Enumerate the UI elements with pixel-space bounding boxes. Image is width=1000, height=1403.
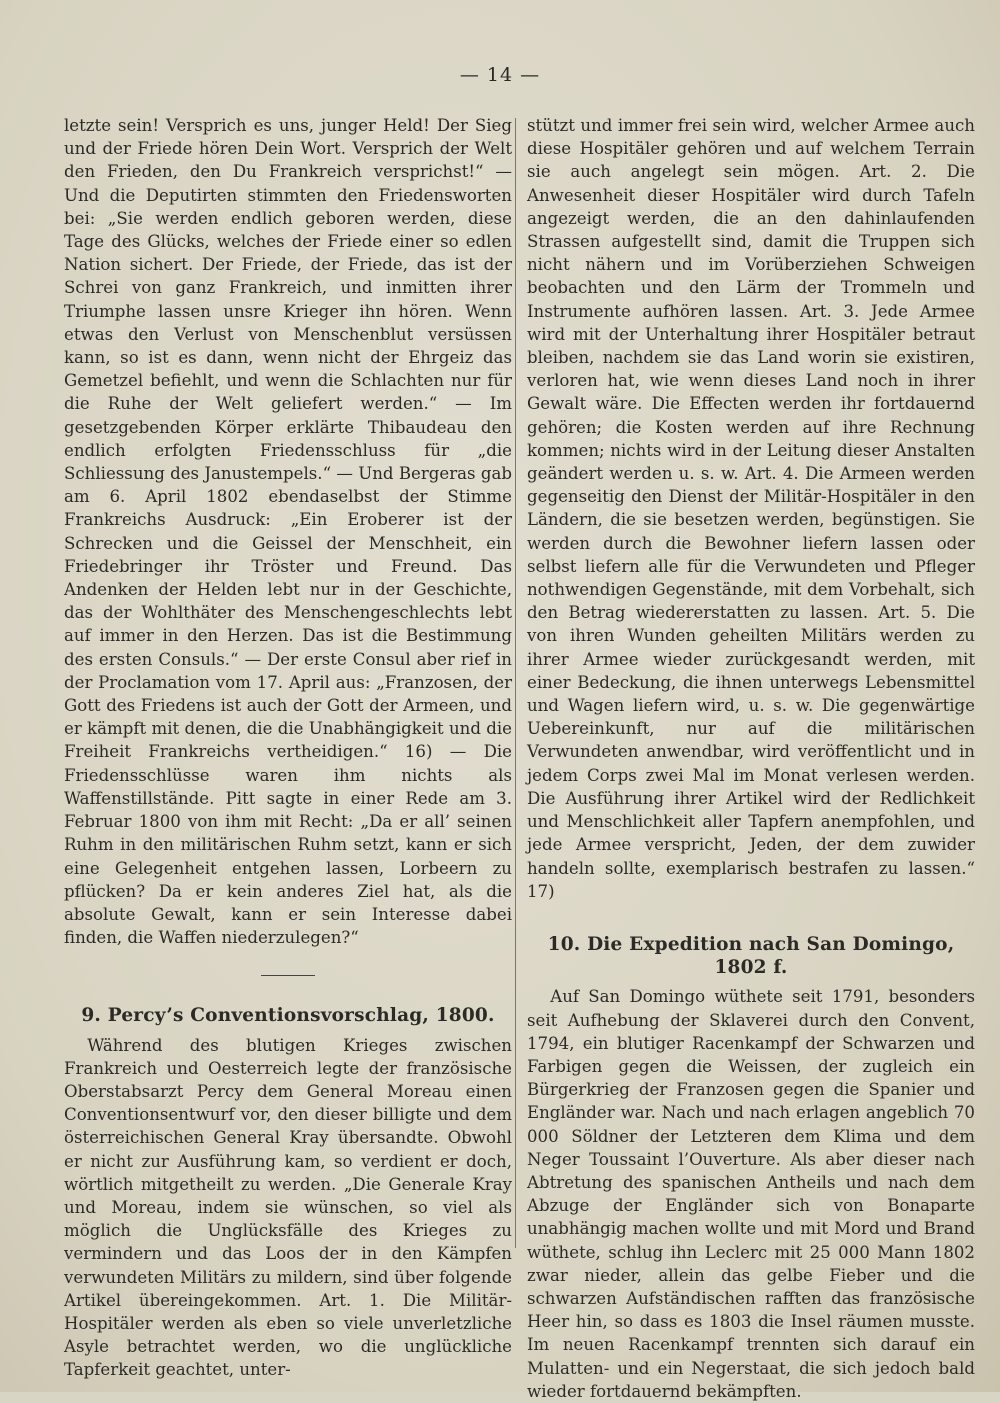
left-paragraph-1: letzte sein! Versprich es uns, junger Held! Der Sieg und der Friede hören Dein Wort. Versprich der Welt den Frieden, den Du Frankreich versprichst!“ — Und die Deputirten stimmten den Friedensworten bei: „Sie werden endlich geboren werden, diese Tage des Glücks, welches der Friede einer so edlen Nation sichert. Der Friede, der Friede, das ist der Schrei von ganz Frankreich, und inmitten ihrer Triumphe lassen unsre Krieger ihn hören. Wenn etwas den Verlust von Menschenblut versüssen kann, so ist es dann, wenn nicht der Ehrgeiz das Gemetzel befiehlt, und wenn die Schlachten nur für die Ruhe der Welt geliefert werden.“ — Im gesetzgebenden Körper erklärte Thibaudeau den endlich erfolgten Friedensschluss für „die Schliessung des Janustempels.“ — Und Bergeras gab am 6. April 1802 ebendaselbst der Stimme Frankreichs Ausdruck: „Ein Eroberer ist der Schrecken und die Geissel der Menschheit, ein Friedebringer ihr Tröster und Freund. Das Andenken der Helden lebt nur in der Geschichte, das der Wohlthäter des Menschengeschlechts lebt auf immer in den Herzen. Das ist die Bestimmung des ersten Consuls.“ — Der erste Consul aber rief in der Proclamation vom 17. April aus: „Franzosen, der Gott des Friedens ist auch der Gott der Armeen, und er kämpft mit denen, die die Unabhängigkeit und die Freiheit Frankreichs vertheidigen.“ 16) — Die Friedensschlüsse waren ihm nichts als Waffenstillstände. Pitt sagte in einer Rede am 3. Februar 1800 von ihm mit Recht: „Da er all’ seinen Ruhm in den militärischen Ruhm setzt, kann er sich eine Gelegenheit entgehen lassen, Lorbeern zu pflücken? Da er kein anderes Ziel hat, als die absolute Gewalt, kann er sein Interesse dabei finden, die Waffen niederzulegen?“ <box>64 116 512 948</box>
left-paragraph-2: Während des blutigen Krieges zwischen Frankreich und Oesterreich legte der französische Oberstabsarzt Percy dem General Moreau einen Conventionsentwurf vor, den dieser billigte und dem österreichischen General Kray übersandte. Obwohl er nicht zur Ausführung kam, so verdient er doch, wörtlich mitgetheilt zu werden. „Die Generale Kray und Moreau, indem sie wünschen, so viel als möglich die Unglücksfälle des Krieges zu vermindern und das Loos der in den Kämpfen verwundeten Militärs zu mildern, sind über folgende Artikel übereingekommen. Art. 1. Die Militär-Hospitäler werden als eben so viele unverletzliche Asyle betrachtet werden, wo die unglückliche Tapferkeit geachtet, unter- <box>64 1035 512 1380</box>
right-paragraph-1: stützt und immer frei sein wird, welcher Armee auch diese Hospitäler gehören und auf welchem Terrain sie auch angelegt sein mögen. Art. 2. Die Anwesenheit dieser Hospitäler wird durch Tafeln angezeigt werden, die an den dahinlaufenden Strassen aufgestellt sind, damit die Truppen sich nicht nähern und im Vorüberziehen Schweigen beobachten und den Lärm der Trommeln und Instrumente aufhören lassen. Art. 3. Jede Armee wird mit der Unterhaltung ihrer Hospitäler betraut bleiben, nachdem sie das Land worin sie existiren, verloren hat, wie wenn dieses Land noch in ihrer Gewalt wäre. Die Effecten werden ihr fortdauernd gehören; die Kosten werden auf ihre Rechnung kommen; nichts wird in der Leitung dieser Anstalten geändert werden u. s. w. Art. 4. Die Armeen werden gegenseitig den Dienst der Militär-Hospitäler in den Ländern, die sie besetzen werden, begünstigen. Sie werden durch die Bewohner liefern lassen oder selbst liefern alle für die Verwundeten und Pfleger nothwendigen Gegenstände, mit dem Vorbehalt, sich den Betrag wiedererstatten zu lassen. Art. 5. Die von ihren Wunden geheilten Militärs werden zu ihrer Armee wieder zurückgesandt werden, mit einer Bedeckung, die ihnen unterwegs Lebensmittel und Wagen liefern wird, u. s. w. Die gegenwärtige Uebereinkunft, nur auf die militärischen Verwundeten anwendbar, wird veröffentlicht und in jedem Corps zwei Mal im Monat verlesen werden. Die Ausführung ihrer Artikel wird der Redlichkeit und Menschlichkeit aller Tapfern anempfohlen, und jede Armee verspricht, Jeden, der dem zuwider handeln sollte, exemplarisch bestrafen zu lassen.“ 17) <box>527 116 975 901</box>
right-paragraph-2: Auf San Domingo wüthete seit 1791, besonders seit Aufhebung der Sklaverei durch den Convent, 1794, ein blutiger Racenkampf der Schwarzen und Farbigen gegen die Weissen, der zugleich ein Bürgerkrieg der Franzosen gegen die Spanier und Engländer war. Nach und nach erlagen angeblich 70 000 Söldner der Letzteren dem Klima und dem Neger Toussaint l’Ouverture. Als aber dieser nach Abtretung des spanischen Antheils und nach dem Abzuge der Engländer sich von Bonaparte unabhängig machen wollte und mit Mord und Brand wüthete, schlug ihn Leclerc mit 25 000 Mann 1802 zwar nieder, allein das gelbe Fieber und die schwarzen Aufständischen rafften das französische Heer hin, so dass es 1803 die Insel räumen musste. Im neuen Racenkampf trennten sich darauf ein Mulatten- und ein Negerstaat, die sich jedoch bald wieder fortdauernd bekämpften. <box>527 987 975 1401</box>
section-separator <box>261 975 315 976</box>
left-column <box>64 114 512 1382</box>
section-heading-9: 9. Percy’s Conventionsvorschlag, 1800. <box>81 1005 495 1027</box>
right-column <box>527 114 975 1403</box>
section-heading-10: 10. Die Expedition nach San Domingo, 1802 f. <box>547 933 955 979</box>
column-divider <box>515 118 516 1248</box>
page-number: — 14 — <box>459 64 541 86</box>
